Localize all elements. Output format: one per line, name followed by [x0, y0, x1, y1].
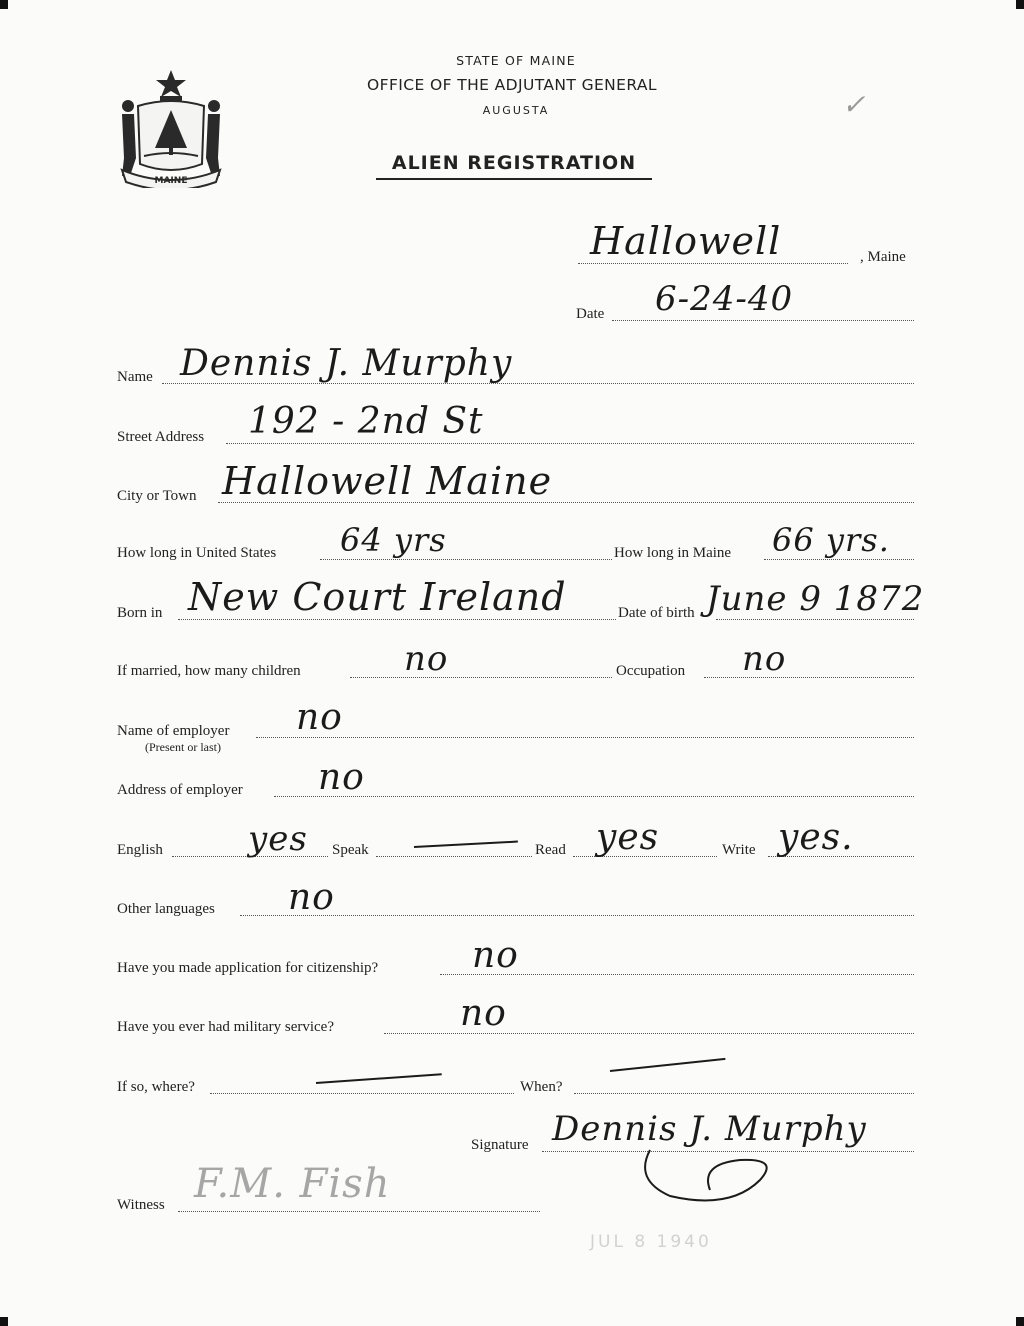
- employer-note: (Present or last): [145, 740, 221, 754]
- town-suffix: , Maine: [860, 249, 906, 265]
- name-entry: Dennis J. Murphy: [180, 343, 513, 384]
- how-long-maine-line: [764, 559, 914, 560]
- date-of-birth-entry: June 9 1872: [706, 579, 925, 619]
- town-line: [578, 263, 848, 264]
- date-label: Date: [576, 306, 605, 322]
- born-in-line: [178, 619, 616, 620]
- how-long-us-line: [320, 559, 612, 560]
- town-entry: Hallowell: [590, 219, 782, 263]
- witness-entry: F.M. Fish: [194, 1161, 391, 1207]
- how-long-maine-entry: 66 yrs.: [772, 521, 890, 559]
- speak-line: [376, 856, 532, 857]
- where-line: [210, 1093, 514, 1094]
- date-line: [612, 320, 914, 321]
- employer-address-entry: no: [318, 757, 365, 798]
- military-entry: no: [460, 993, 507, 1034]
- street-entry: 192 - 2nd St: [248, 401, 484, 442]
- when-label: When?: [520, 1079, 563, 1095]
- children-label: If married, how many children: [117, 663, 301, 679]
- check-mark-icon: ✓: [842, 88, 866, 121]
- born-in-label: Born in: [117, 605, 163, 621]
- how-long-maine-label: How long in Maine: [614, 545, 732, 561]
- citizenship-entry: no: [472, 935, 519, 976]
- read-entry: yes: [596, 817, 660, 858]
- occupation-entry: no: [742, 639, 787, 679]
- seal-banner-text: MAINE: [154, 176, 188, 186]
- english-label: English: [117, 842, 163, 858]
- street-label: Street Address: [117, 429, 205, 445]
- header-city: AUGUSTA: [482, 104, 550, 117]
- employer-line: [256, 737, 914, 738]
- how-long-us-entry: 64 yrs: [340, 521, 447, 559]
- where-label: If so, where?: [117, 1079, 195, 1095]
- write-entry: yes.: [778, 817, 854, 858]
- header-office: OFFICE OF THE ADJUTANT GENERAL: [367, 76, 657, 94]
- speak-dash: [414, 841, 518, 848]
- header-state: STATE OF MAINE: [456, 53, 576, 68]
- street-line: [226, 443, 914, 444]
- other-languages-label: Other languages: [117, 901, 215, 917]
- employer-label: Name of employer: [117, 723, 230, 739]
- scan-mark: [0, 1317, 8, 1326]
- children-line: [350, 677, 612, 678]
- other-languages-line: [240, 915, 914, 916]
- read-label: Read: [535, 842, 566, 858]
- form-title: ALIEN REGISTRATION: [391, 152, 637, 174]
- children-entry: no: [404, 639, 449, 679]
- title-underline: [376, 178, 652, 180]
- received-stamp: JUL 8 1940: [590, 1232, 712, 1252]
- english-entry: yes: [248, 819, 308, 859]
- name-label: Name: [117, 369, 153, 385]
- scan-mark: [0, 0, 8, 9]
- date-entry: 6-24-40: [655, 279, 794, 319]
- how-long-us-label: How long in United States: [117, 545, 277, 561]
- date-of-birth-label: Date of birth: [618, 605, 695, 621]
- other-languages-entry: no: [288, 877, 335, 918]
- city-town-entry: Hallowell Maine: [222, 459, 553, 503]
- when-dash: [610, 1058, 726, 1072]
- date-of-birth-line: [716, 619, 914, 620]
- military-label: Have you ever had military service?: [117, 1019, 334, 1035]
- speak-label: Speak: [332, 842, 369, 858]
- employer-entry: no: [296, 697, 343, 738]
- citizenship-label: Have you made application for citizenship?: [117, 960, 379, 976]
- occupation-label: Occupation: [616, 663, 686, 679]
- where-dash: [316, 1073, 442, 1084]
- born-in-entry: New Court Ireland: [188, 575, 567, 619]
- signature-label: Signature: [471, 1137, 529, 1153]
- city-town-label: City or Town: [117, 488, 197, 504]
- signature-entry: Dennis J. Murphy: [552, 1109, 867, 1149]
- employer-address-line: [274, 796, 914, 797]
- scan-mark: [1016, 0, 1024, 9]
- employer-address-label: Address of employer: [117, 782, 243, 798]
- write-label: Write: [722, 842, 756, 858]
- witness-label: Witness: [117, 1197, 165, 1213]
- when-line: [574, 1093, 914, 1094]
- signature-flourish: [630, 1140, 790, 1210]
- scan-mark: [1016, 1317, 1024, 1326]
- witness-line: [178, 1211, 540, 1212]
- occupation-line: [704, 677, 914, 678]
